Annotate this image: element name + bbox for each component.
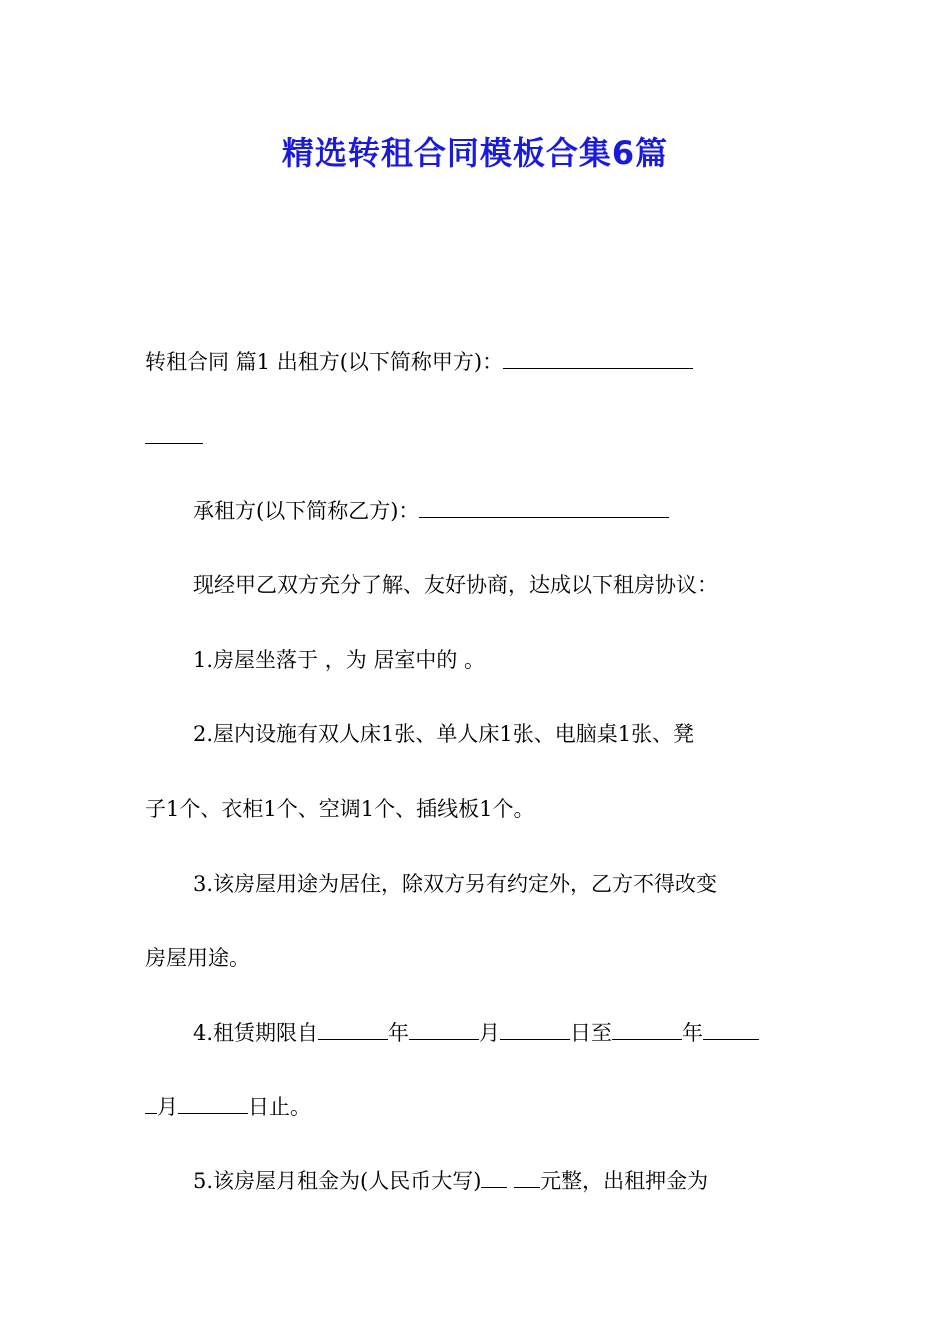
lessee-blank bbox=[419, 499, 669, 518]
paragraph-agreement-intro: 现经甲乙双方充分了解、友好协商，达成以下租房协议： bbox=[193, 573, 718, 597]
deposit-label: 元整，出租押金为 bbox=[540, 1169, 709, 1193]
paragraph-lessee bbox=[193, 496, 669, 526]
clause-2-line-1: 2.屋内设施有双人床1张、单人床1张、电脑桌1张、凳 bbox=[193, 722, 695, 746]
lease-term-from: 4.租赁期限自 bbox=[193, 1021, 319, 1045]
month-label: 月 bbox=[479, 1021, 501, 1045]
lessor-label: 转租合同 篇1 出租方(以下简称甲方)： bbox=[145, 350, 504, 374]
paragraph-lessor bbox=[145, 347, 693, 377]
end-day-blank bbox=[178, 1095, 248, 1114]
clause-3-line-2: 房屋用途。 bbox=[145, 946, 250, 970]
clause-2-line-2: 子1个、衣柜1个、空调1个、插线板1个。 bbox=[145, 797, 535, 821]
start-day-blank bbox=[500, 1021, 570, 1040]
document-title: 精选转租合同模板合集6篇 bbox=[281, 134, 669, 172]
end-month-label: 月 bbox=[157, 1095, 178, 1119]
start-year-blank bbox=[318, 1021, 388, 1040]
paragraph-lessor-cont bbox=[145, 422, 203, 452]
end-day-label: 日止。 bbox=[248, 1095, 311, 1119]
lessor-blank bbox=[503, 350, 693, 369]
clause-4-line-2 bbox=[145, 1092, 311, 1122]
clause-1: 1.房屋坐落于 ，为 居室中的 。 bbox=[193, 648, 486, 672]
end-month-blank bbox=[703, 1021, 759, 1040]
rent-blank-1 bbox=[481, 1169, 507, 1188]
clause-4-line-1 bbox=[193, 1018, 759, 1048]
lessor-blank-cont bbox=[145, 425, 203, 444]
rent-blank-2 bbox=[514, 1169, 540, 1188]
lessee-label: 承租方(以下简称乙方)： bbox=[193, 499, 420, 523]
rent-label: 5.该房屋月租金为(人民币大写) bbox=[193, 1169, 482, 1193]
clause-5-line-1 bbox=[193, 1166, 708, 1196]
end-month-blank-cont bbox=[145, 1095, 157, 1114]
end-year-blank bbox=[612, 1021, 682, 1040]
start-month-blank bbox=[409, 1021, 479, 1040]
clause-3-line-1: 3.该房屋用途为居住，除双方另有约定外，乙方不得改变 bbox=[193, 872, 718, 896]
year-label: 年 bbox=[388, 1021, 410, 1045]
end-year-label: 年 bbox=[682, 1021, 704, 1045]
day-to-label: 日至 bbox=[570, 1021, 613, 1045]
